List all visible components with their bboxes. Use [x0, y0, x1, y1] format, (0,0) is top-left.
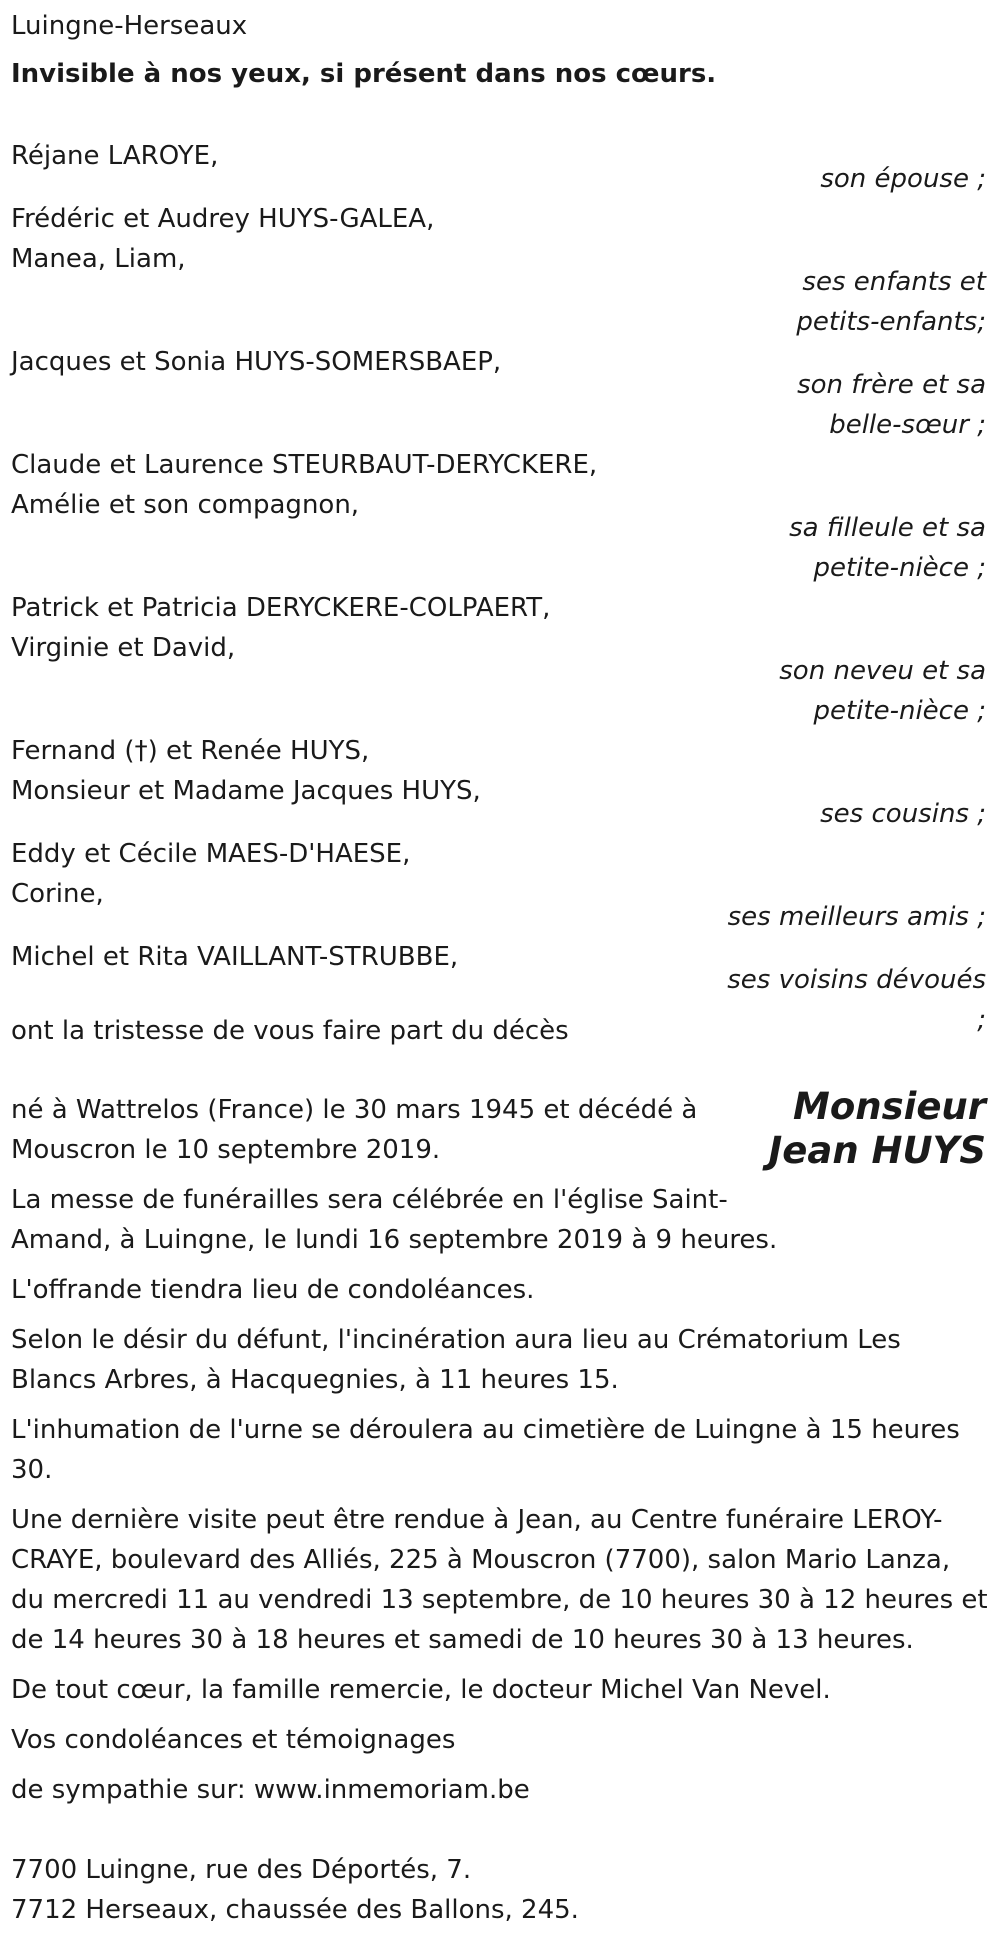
family-name-line: Amélie et son compagnon,	[11, 490, 360, 520]
family-relation: petits-enfants;	[796, 307, 986, 337]
family-name-line: Michel et Rita VAILLANT-STRUBBE,	[11, 942, 459, 972]
family-relation: ;	[977, 1005, 986, 1035]
family-name-line: Manea, Liam,	[11, 244, 186, 274]
mass-line: La messe de funérailles sera célébrée en l'église Saint-	[11, 1185, 728, 1215]
deceased-name: Jean HUYS	[768, 1129, 986, 1172]
address-line: 7712 Herseaux, chaussée des Ballons, 245.	[11, 1895, 579, 1925]
urn-line: 30.	[11, 1455, 53, 1485]
announcement: ont la tristesse de vous faire part du décès	[11, 1016, 569, 1046]
family-name-line: Réjane LAROYE,	[11, 141, 219, 171]
family-relation: son frère et sa	[797, 370, 986, 400]
motto: Invisible à nos yeux, si présent dans nos cœurs.	[11, 59, 717, 89]
family-relation: belle-sœur ;	[829, 410, 986, 440]
family-name-line: Monsieur et Madame Jacques HUYS,	[11, 776, 481, 806]
family-relation: son épouse ;	[820, 164, 986, 194]
family-name-line: Claude et Laurence STEURBAUT-DERYCKERE,	[11, 450, 598, 480]
family-name-line: Virginie et David,	[11, 633, 236, 663]
birth-death-line: Mouscron le 10 septembre 2019.	[11, 1135, 441, 1165]
visit-line: CRAYE, boulevard des Alliés, 225 à Mouscron (7700), salon Mario Lanza,	[11, 1545, 951, 1575]
offering-line: L'offrande tiendra lieu de condoléances.	[11, 1275, 535, 1305]
family-name-line: Jacques et Sonia HUYS-SOMERSBAEP,	[11, 347, 502, 377]
family-name-line: Corine,	[11, 879, 104, 909]
family-relation: ses cousins ;	[820, 799, 986, 829]
family-relation: son neveu et sa	[779, 656, 986, 686]
deceased-name-heading	[656, 1085, 986, 1173]
family-name-line: Frédéric et Audrey HUYS-GALEA,	[11, 204, 435, 234]
visit-line: de 14 heures 30 à 18 heures et samedi de 10 heures 30 à 13 heures.	[11, 1625, 914, 1655]
place-name: Luingne-Herseaux	[11, 11, 248, 41]
family-relation: petite-nièce ;	[813, 696, 986, 726]
family-name-line: Fernand (†) et Renée HUYS,	[11, 736, 370, 766]
cremation-line: Selon le désir du défunt, l'incinération aura lieu au Crématorium Les	[11, 1325, 901, 1355]
condolences-line: Vos condoléances et témoignages	[11, 1725, 456, 1755]
family-relation: petite-nièce ;	[813, 553, 986, 583]
urn-line: L'inhumation de l'urne se déroulera au cimetière de Luingne à 15 heures	[11, 1415, 960, 1445]
family-relation: ses voisins dévoués	[727, 965, 986, 995]
address-line: 7700 Luingne, rue des Déportés, 7.	[11, 1855, 472, 1885]
visit-line: du mercredi 11 au vendredi 13 septembre, de 10 heures 30 à 12 heures et	[11, 1585, 988, 1615]
family-relation: ses enfants et	[802, 267, 986, 297]
birth-death-line: né à Wattrelos (France) le 30 mars 1945 et décédé à	[11, 1095, 698, 1125]
condolences-line: de sympathie sur: www.inmemoriam.be	[11, 1775, 530, 1805]
cremation-line: Blancs Arbres, à Hacquegnies, à 11 heures 15.	[11, 1365, 619, 1395]
deceased-title: Monsieur	[793, 1085, 986, 1128]
family-relation: sa filleule et sa	[789, 513, 986, 543]
family-name-line: Eddy et Cécile MAES-D'HAESE,	[11, 839, 411, 869]
mass-line: Amand, à Luingne, le lundi 16 septembre 2019 à 9 heures.	[11, 1225, 778, 1255]
visit-line: Une dernière visite peut être rendue à Jean, au Centre funéraire LEROY-	[11, 1505, 943, 1535]
family-name-line: Patrick et Patricia DERYCKERE-COLPAERT,	[11, 593, 551, 623]
family-relation: ses meilleurs amis ;	[727, 902, 986, 932]
thanks-line: De tout cœur, la famille remercie, le docteur Michel Van Nevel.	[11, 1675, 831, 1705]
